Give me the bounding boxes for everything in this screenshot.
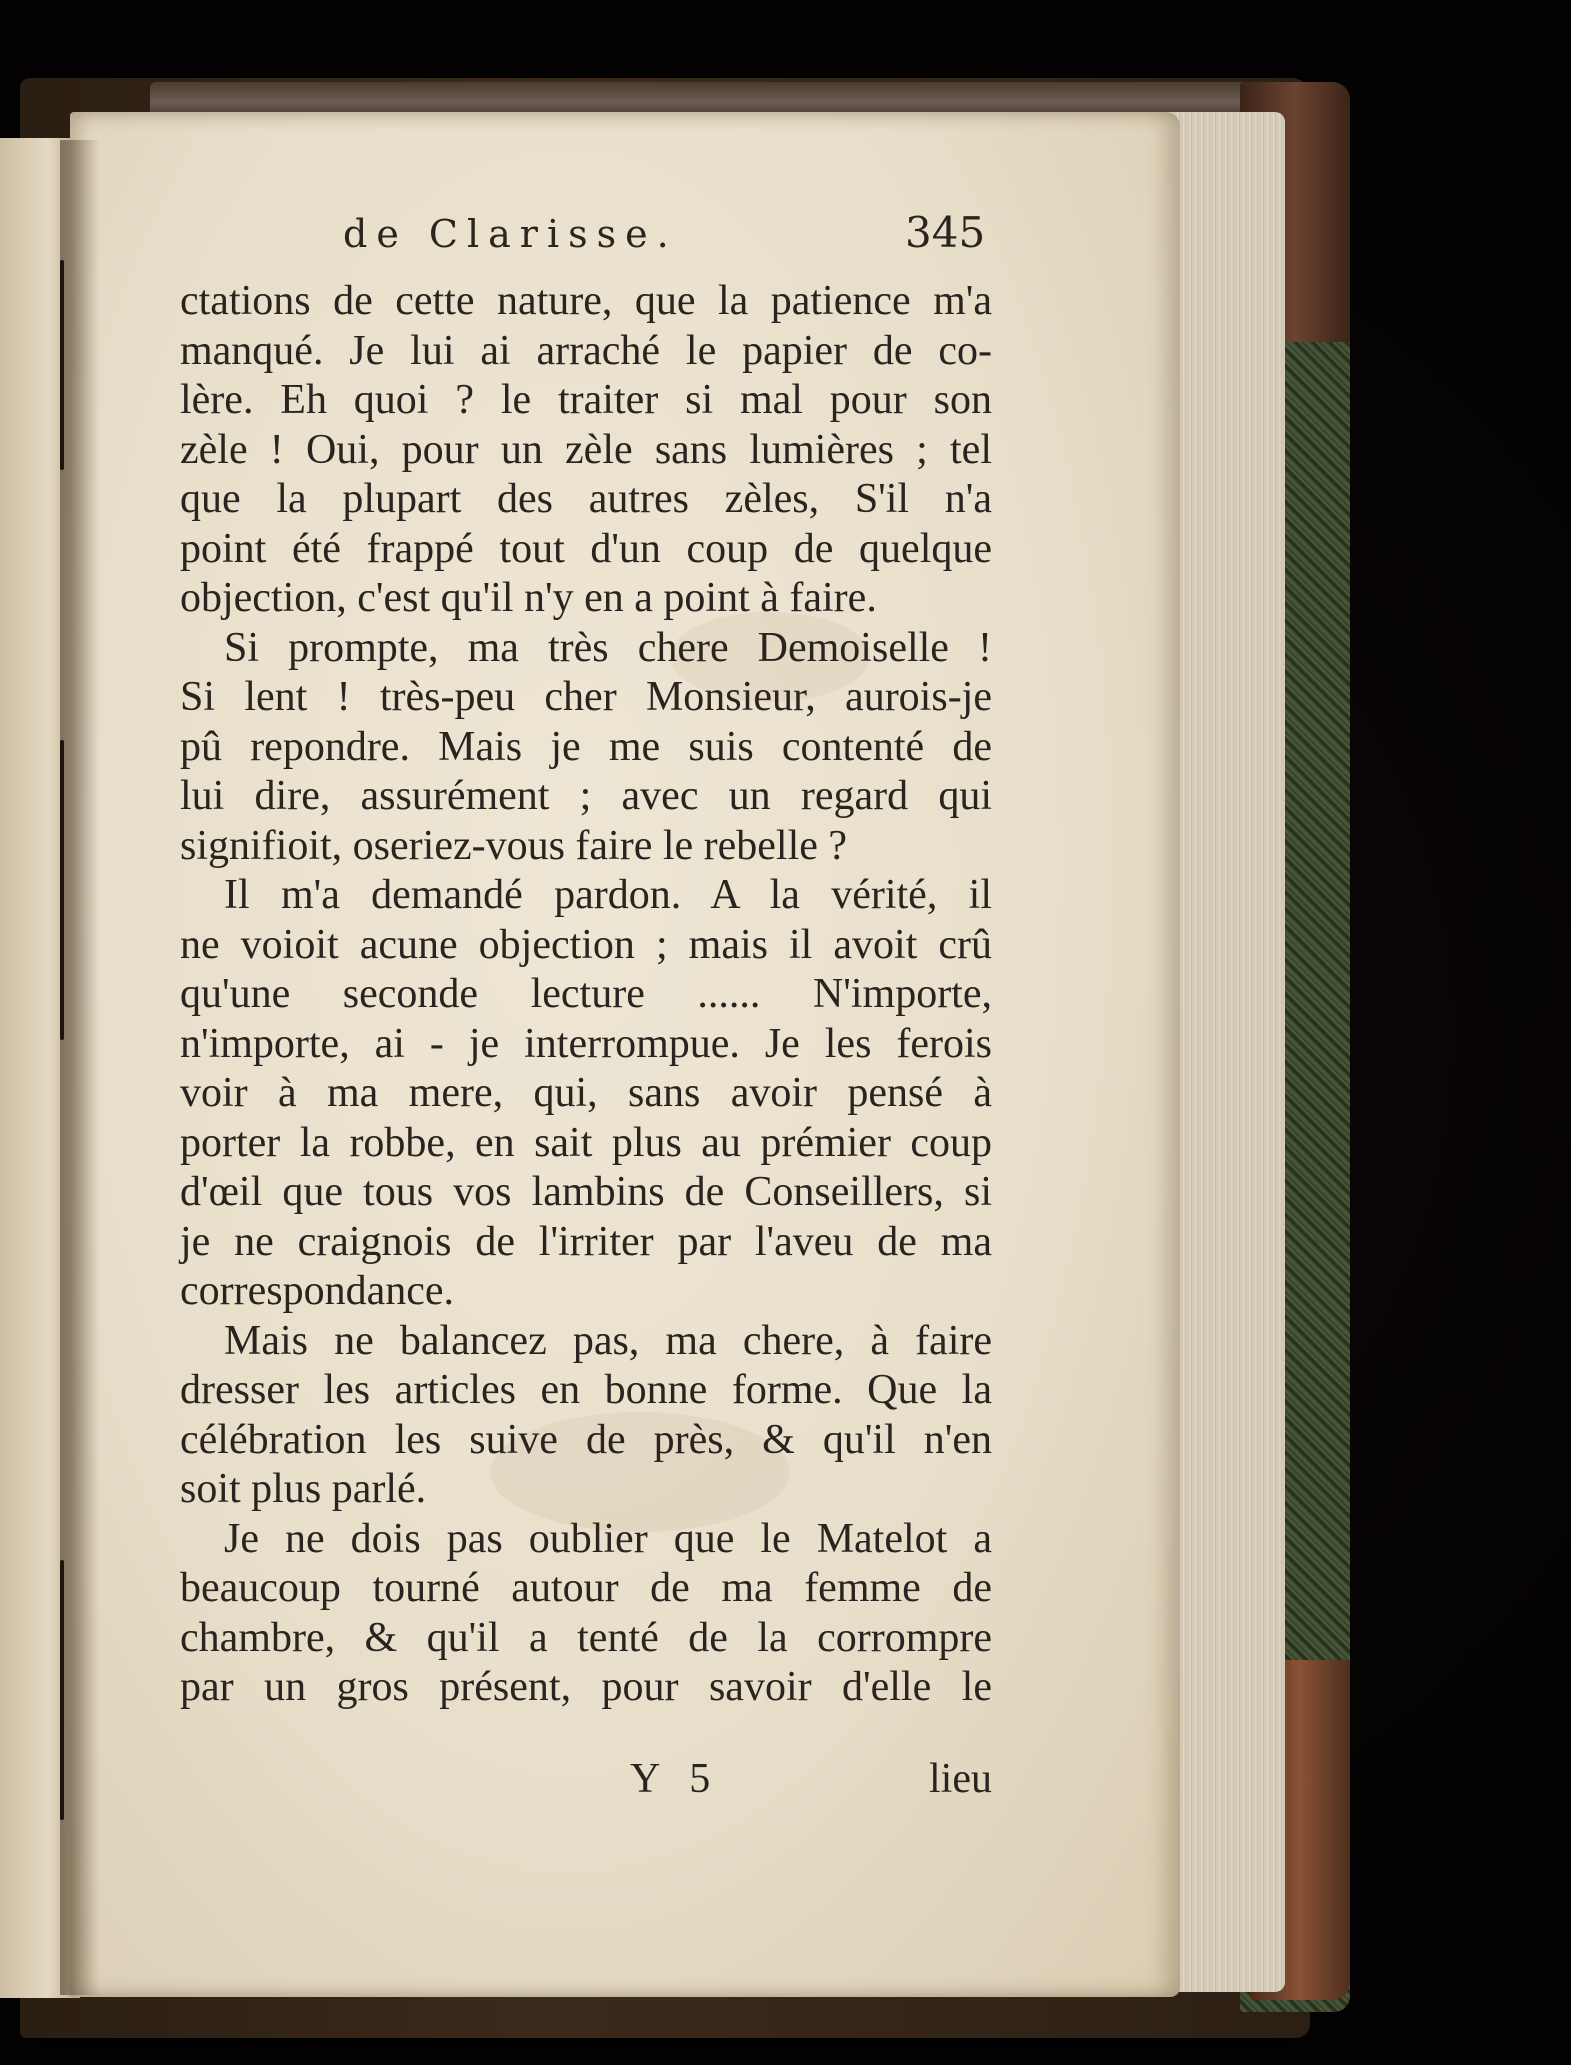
binding-thread <box>60 740 64 1040</box>
text-line: ne voioit acune objection ; mais il avoit crû <box>180 921 992 968</box>
text-line: soit plus parlé. <box>180 1466 427 1512</box>
text-line: manqué. Je lui ai arraché le papier de co- <box>180 327 992 374</box>
body-text <box>180 277 992 1713</box>
binding-thread <box>60 260 64 470</box>
gutter-shadow <box>60 140 100 1995</box>
text-line: voir à ma mere, qui, sans avoir pensé à <box>180 1070 992 1116</box>
text-line: d'œil que tous vos lambins de Conseillers, si <box>180 1169 992 1215</box>
page-number: 345 <box>905 208 986 257</box>
catchword: lieu <box>929 1756 992 1802</box>
text-line: beaucoup tourné autour de ma femme de <box>180 1565 992 1611</box>
text-line: chambre, & qu'il a tenté de la corrompre <box>180 1614 992 1661</box>
text-line: objection, c'est qu'il n'y en a point à faire. <box>180 575 877 621</box>
text-line: pû repondre. Mais je me suis contenté de <box>180 723 992 770</box>
text-line: Si lent ! très-peu cher Monsieur, aurois-je <box>180 674 992 720</box>
text-line: Si prompte, ma très chere Demoiselle ! <box>224 624 992 671</box>
text-line: qu'une seconde lecture ...... N'importe, <box>180 971 992 1017</box>
text-line: lère. Eh quoi ? le traiter si mal pour son <box>180 377 992 423</box>
running-head: de Clarisse. <box>343 212 678 256</box>
text-line: ctations de cette nature, que la patience m'a <box>180 278 992 324</box>
text-line: dresser les articles en bonne forme. Que la <box>180 1367 992 1413</box>
binding-thread <box>60 1560 64 1820</box>
text-line: correspondance. <box>180 1268 455 1314</box>
text-line: par un gros présent, pour savoir d'elle le <box>180 1664 992 1710</box>
text-line: signifioit, oseriez-vous faire le rebelle ? <box>180 822 848 869</box>
text-line: Mais ne balancez pas, ma chere, à faire <box>224 1317 992 1364</box>
signature-mark: Y 5 <box>630 1756 721 1802</box>
text-line: porter la robbe, en sait plus au prémier coup <box>180 1119 992 1166</box>
text-line: célébration les suive de près, & qu'il n'en <box>180 1416 992 1463</box>
text-line: point été frappé tout d'un coup de quelque <box>180 525 992 572</box>
text-line: zèle ! Oui, pour un zèle sans lumières ; tel <box>180 426 992 473</box>
text-line: n'importe, ai - je interrompue. Je les ferois <box>180 1020 992 1067</box>
text-line: Je ne dois pas oublier que le Matelot a <box>224 1515 992 1562</box>
text-line: lui dire, assurément ; avec un regard qui <box>180 773 992 819</box>
text-line: que la plupart des autres zèles, S'il n'a <box>180 476 992 522</box>
text-line: Il m'a demandé pardon. A la vérité, il <box>224 872 992 918</box>
text-line: je ne craignois de l'irriter par l'aveu de ma <box>180 1218 992 1265</box>
